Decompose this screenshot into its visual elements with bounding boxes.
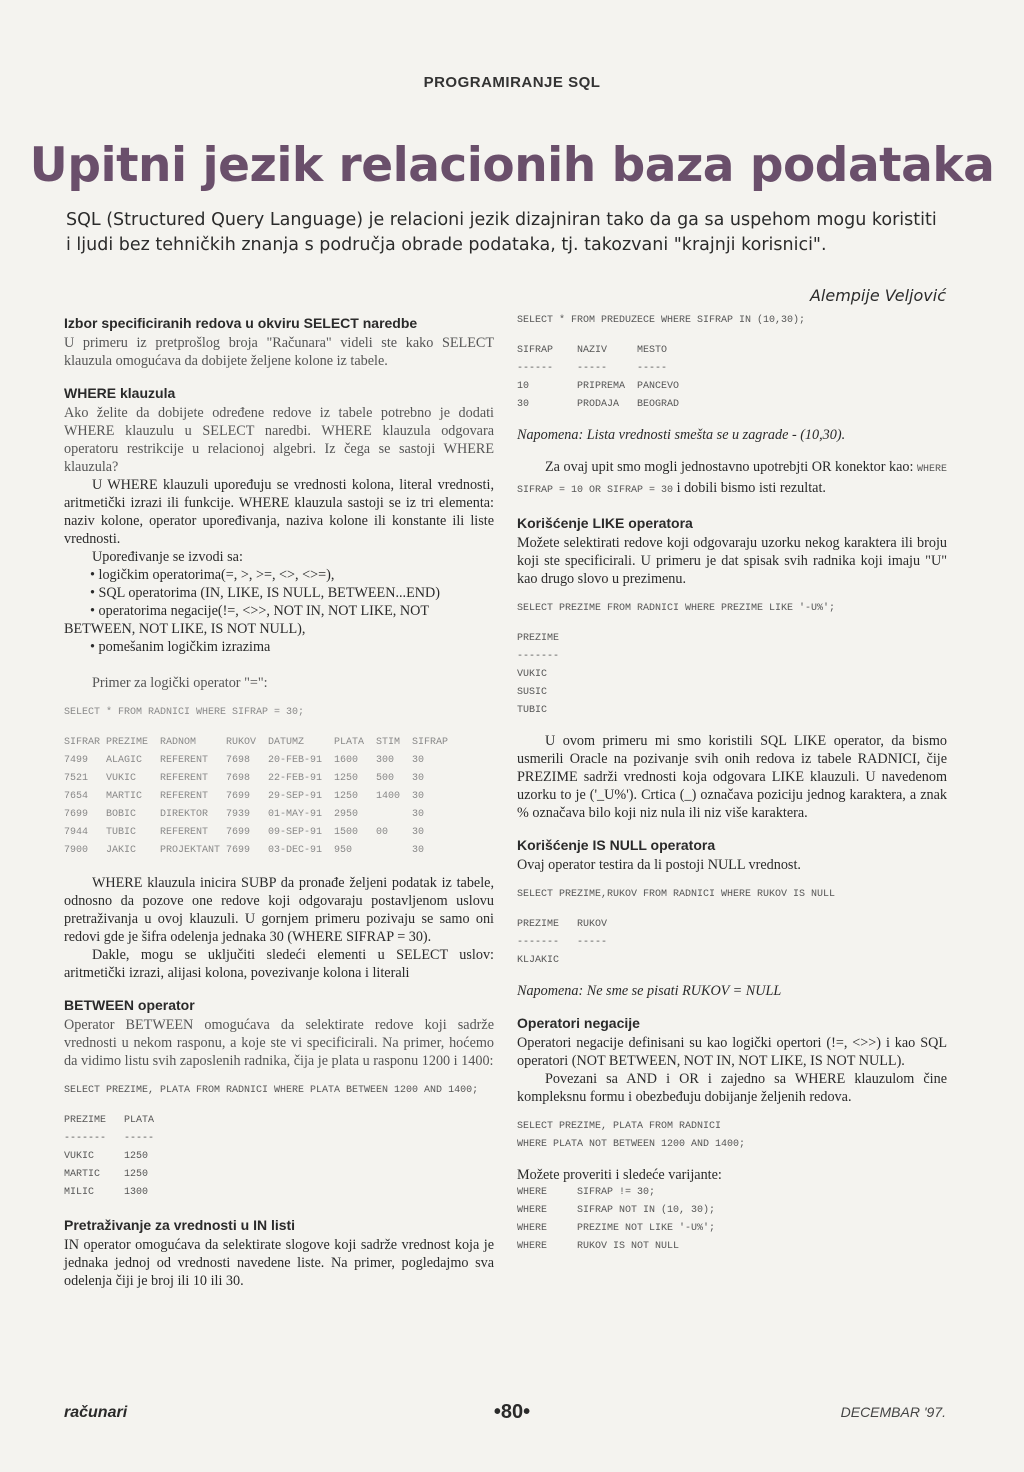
heading-between: BETWEEN operator	[64, 997, 195, 1013]
paragraph: Povezani sa AND i OR i zajedno sa WHERE klauzulom čine kompleksnu formu i obezbeđuju dobijanje željenih redova.	[517, 1071, 947, 1105]
note: Napomena: Ne sme se pisati RUKOV = NULL	[517, 983, 782, 999]
paragraph: U ovom primeru mi smo koristili SQL LIKE operator, da bismo usmerili Oracle na pozivanje svih onih redova iz tabele RADNICI, čije PREZIME sadrži vrednosti koja odgovara LIKE klauzuli. U navedenom uzorku to je ('_U%'). Crtica (_) označava poziciju jednog karaktera, a znak % označava bilo koji niz nula ili niz više karaktera.	[517, 733, 947, 821]
paragraph: Dakle, mogu se uključiti sledeći elementi u SELECT uslov: aritmetički izrazi, alijasi kolona, povezivanje kolona i literali	[64, 947, 494, 981]
paragraph	[517, 458, 947, 500]
list-item: • logičkim operatorima(=, >, >=, <>, <>=),	[90, 567, 335, 583]
paragraph: Primer za logički operator "=":	[92, 675, 268, 691]
code-table-result: PREZIME ------- VUKIC SUSIC TUBIC	[517, 633, 560, 716]
heading-where: WHERE klauzula	[64, 385, 176, 401]
code-block: SELECT PREZIME, PLATA FROM RADNICI WHERE PLATA NOT BETWEEN 1200 AND 1400;	[517, 1121, 746, 1150]
article-lead	[66, 208, 946, 308]
left-column	[64, 300, 494, 1290]
paragraph: Možete selektirati redove koji odgovaraju uzorku nekog karaktera ili broju koji ste specificirali. U primeru je dat spisak svih radnika koji imaju "U" kao drugo slovo u prezimenu.	[517, 535, 947, 587]
code-table-result: SIFRAR PREZIME RADNOM RUKOV DATUMZ PLATA STIM SIFRAP 7499 ALAGIC REFERENT 7698 20-FEB-91 1600 300 30 7521 VUKIC REFERENT 7698 22-FEB-91 1250 500 30 7654 MARTIC REFERENT 7699 29-SEP-91 1250 1400 30 7699 BOBIC DIREKTOR 7939 01-MAY-91 2950 30 7944 TUBIC REFERENT 7699 09-SEP-91 1500 00 30 7900 JAKIC PROJEKTANT 7699 03-DEC-91 950 30	[64, 737, 449, 856]
paragraph: Operator BETWEEN omogućava da selektirate redove koji sadrže vrednosti u nekom rasponu, a koje ste vi specificirali. Na primer, hoćemo da vidimo listu svih zaposlenih radnika, čija je plata u rasponu 1200 i 1400:	[64, 1017, 494, 1069]
inline-code: WHERE SIFRAP = 10 OR SIFRAP = 30	[517, 464, 947, 496]
paragraph: WHERE klauzula inicira SUBP da pronađe željeni podatak iz tabele, odnosno da pozove one redove koji odgovaraju postavljenom uslovu pretraživanja u ovoj klauzuli. U gornjem primeru pozivaju se samo oni redovi gde je šifra odelenja jednaka 30 (WHERE SIFRAP = 30).	[64, 875, 494, 945]
section-kicker: PROGRAMIRANJE SQL	[423, 74, 601, 91]
code-table-result: PREZIME RUKOV ------- ----- KLJAKIC	[517, 919, 608, 966]
paragraph: U primeru iz pretprošlog broja "Računara" videli ste kako SELECT klauzula omogućava da dobijete željene kolone iz tabele.	[64, 335, 494, 369]
code-block: SELECT * FROM PREDUZECE WHERE SIFRAP IN (10,30);	[517, 315, 806, 326]
heading-is-null: Korišćenje IS NULL operatora	[517, 837, 716, 853]
operator-list	[64, 566, 494, 656]
code-table-result: PREZIME PLATA ------- ----- VUKIC 1250 MARTIC 1250 MILIC 1300	[64, 1115, 155, 1198]
code-block: SELECT * FROM RADNICI WHERE SIFRAP = 30;	[64, 707, 305, 718]
paragraph: Možete proveriti i sledeće varijante:	[517, 1167, 722, 1183]
heading-like: Korišćenje LIKE operatora	[517, 515, 693, 531]
list-item: • pomešanim logičkim izrazima	[90, 639, 271, 655]
paragraph: Ako želite da dobijete određene redove iz tabele potrebno je dodati WHERE klauzulu u SELECT naredbi. WHERE klauzula odgovara operatoru restrikcije u relacionoj algebri. Iz čega se sastoji WHERE klauzula?	[64, 405, 494, 475]
text-run: i dobili bismo isti rezultat.	[676, 480, 826, 496]
code-block: SELECT PREZIME, PLATA FROM RADNICI WHERE PLATA BETWEEN 1200 AND 1400;	[64, 1085, 479, 1096]
list-item: • SQL operatorima (IN, LIKE, IS NULL, BETWEEN...END)	[90, 585, 440, 601]
note: Napomena: Lista vrednosti smešta se u zagrade - (10,30).	[517, 427, 846, 443]
code-block: SELECT PREZIME,RUKOV FROM RADNICI WHERE RUKOV IS NULL	[517, 889, 836, 900]
heading-negation: Operatori negacije	[517, 1015, 640, 1031]
paragraph: Operatori negacije definisani su kao logički opertori (!=, <>>) i kao SQL operatori (NOT BETWEEN, NOT IN, NOT LIKE, IS NOT NULL).	[517, 1035, 947, 1069]
issue-date: DECEMBAR '97.	[840, 1404, 946, 1420]
heading-in-list: Pretraživanje za vrednosti u IN listi	[64, 1217, 296, 1233]
magazine-name: računari	[64, 1404, 128, 1421]
code-block: SELECT PREZIME FROM RADNICI WHERE PREZIME LIKE '-U%';	[517, 603, 836, 614]
paragraph: IN operator omogućava da selektirate slogove koji sadrže vrednost koja je jednaka jednoj od vrednosti navedene liste. Na primer, pogledajmo sva odelenja čiji je broj ili 10 ili 30.	[64, 1237, 494, 1289]
code-table-result: SIFRAP NAZIV MESTO ------ ----- ----- 10 PRIPREMA PANCEVO 30 PRODAJA BEOGRAD	[517, 345, 680, 410]
paragraph: Upoređivanje se izvodi sa:	[92, 549, 243, 565]
list-item: • operatorima negacije(!=, <>>, NOT IN, NOT LIKE, NOT BETWEEN, NOT LIKE, IS NOT NULL),	[64, 603, 429, 637]
heading-select-rows: Izbor specificiranih redova u okviru SELECT naredbe	[64, 315, 418, 331]
lead-text: SQL (Structured Query Language) je relacioni jezik dizajniran tako da ga sa uspehom mogu koristiti i ljudi bez tehničkih znanja s područja obrade podataka, tj. takozvani "krajnji korisnici".	[66, 210, 937, 255]
code-block: WHERE SIFRAP != 30; WHERE SIFRAP NOT IN (10, 30); WHERE PREZIME NOT LIKE '-U%'; WHERE RUKOV IS NOT NULL	[517, 1187, 716, 1252]
paragraph: Ovaj operator testira da li postoji NULL vrednost.	[517, 857, 801, 873]
text-run: Za ovaj upit smo mogli jednostavno upotrebjti OR konektor kao:	[545, 459, 914, 475]
article-author: Alempije Veljović	[809, 286, 946, 305]
page-number: •80•	[493, 1401, 531, 1423]
page-footer	[0, 1401, 1024, 1428]
article-title: Upitni jezik relacionih baza podataka	[29, 138, 995, 193]
right-column	[517, 300, 947, 1268]
paragraph: U WHERE klauzuli upoređuju se vrednosti kolona, literal vrednosti, aritmetički izrazi ili funkcije. WHERE klauzula sastoji se iz tri elementa: naziv kolone, operator upoređivanja, naziva kolone ili konstante ili liste vrednosti.	[64, 477, 494, 547]
